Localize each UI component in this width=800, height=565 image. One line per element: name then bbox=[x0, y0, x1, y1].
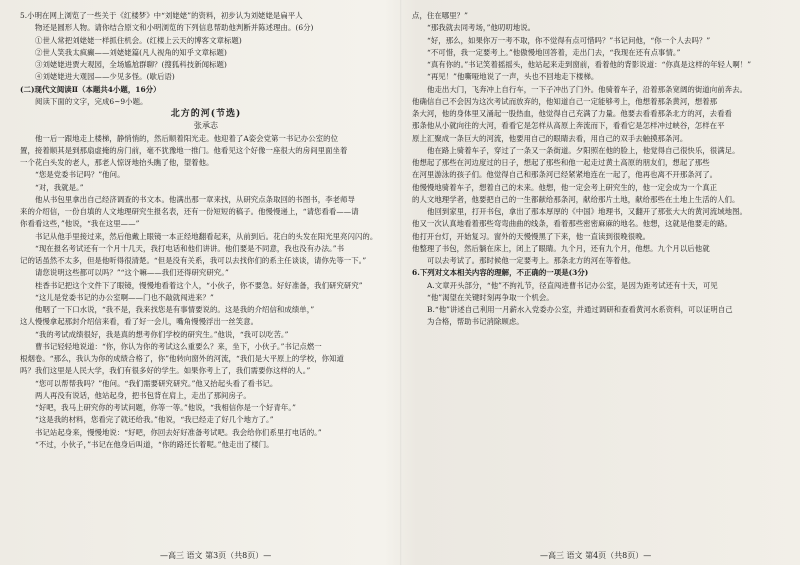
right-text-line: 条大河，他的身体里又涌起一股热血，他觉得自己充满了力量。他要去看看那条北方的河，去看看 bbox=[412, 109, 732, 118]
left-text-line: 这人慢慢拿起那封介绍信来看，看了好一会儿，嘴角慢慢浮出一丝笑意。 bbox=[20, 317, 259, 327]
left-text-line: 曹书记轻轻地说道：“你，你认为你的考试这么重要么？来，坐下，小伙子。”书记点燃一 bbox=[35, 341, 322, 351]
left-text-line: 书记从他手里接过来，然后他戴上眼镜一本正经地翻看起来，从前到后。花白的头发在阳光里亮闪闪的。 bbox=[35, 231, 378, 241]
left-text-line: ①世人常把刘姥姥一样抓住机会。(红楼上云天的博客文章标题) bbox=[35, 35, 242, 45]
right-text-line: “那我就去同考场，”他叨叨地说。 bbox=[427, 23, 536, 33]
right-text-line: A.文章开头部分，“他”不拘礼节，径直闯进曹书记办公室，是因为距考试还有十天，可见 bbox=[427, 280, 718, 290]
left-text-line: “好吧，我马上研究你的考试问题，你等一等。”他说，“我相信你是一个好青年。” bbox=[35, 403, 296, 412]
right-text-line: 那条他从小就向往的大河，看看它是怎样从高原上奔流而下，看看它是怎样冲过峡谷，怎样在平 bbox=[412, 121, 725, 131]
left-text-line: “您可以帮帮我吗？”他问。“我们需要研究研究。”他又抬起头看了看书记。 bbox=[35, 378, 278, 388]
left-text-line: ④刘姥姥进大观园——少见多怪。(歇后语) bbox=[35, 72, 175, 82]
right-text-line: “好，那么，如果你万一考不取，你不觉得有点可惜吗？”书记问他，“你一个人去吗？” bbox=[427, 35, 711, 45]
right-text-line: 他在路上骑着车子，穿过了一条又一条街道。夕阳照在他的脸上，他觉得自己很快乐，很满足。 bbox=[427, 145, 740, 155]
left-text-line: 一个花白头发的老人，那老人惊讶地抬头瞧了他，望着他。 bbox=[20, 158, 214, 167]
right-text-line: 他慢慢地骑着车子，想着自己的未来。他想，他一定会考上研究生的，他一定会成为一个真正 bbox=[412, 182, 718, 192]
left-text-line: 他一后一跟地走上楼梯，静悄悄的，然后顺着阳光走。他迎着了A姿会党第一书记办公室的位 bbox=[35, 133, 339, 143]
page-fold bbox=[400, 0, 402, 565]
page-3-footer: —高三 语文 第3页（共8页）— bbox=[160, 551, 272, 560]
right-text-line: 可以去考试了。那时候他一定要考上。那条北方的河在等着他。 bbox=[427, 256, 636, 265]
left-text-line: “现在报名考试还有一个月十几天，我打电话和他们讲讲。他们要是不同意，我也没有办法。”书 bbox=[35, 243, 345, 253]
right-text-line: “再见！”他嘶哑地说了一声，头也不回地走下楼梯。 bbox=[427, 72, 599, 82]
right-text-line: 他确信自己不会因为这次考试而放弃的，他知道自己一定能够考上，他想着那条黄河，想着那 bbox=[412, 96, 718, 106]
left-text-line: (二)现代文阅读Ⅱ（本题共4小题，16分） bbox=[20, 84, 161, 94]
right-text-line: 点，住在哪里？” bbox=[412, 11, 468, 20]
left-text-line: 你看看这些，”他说，“我在这里——” bbox=[20, 219, 140, 229]
left-text-line: 请您说明这些都可以吗？”“这个嘛——我们还得研究研究。” bbox=[35, 268, 229, 278]
right-text-line: “不可惜，我一定要考上。”他傲慢地回答着，走出门去，“我现在还有点事情。” bbox=[427, 47, 681, 57]
right-text-line: 他整理了书包，然后躺在床上，闭上了眼睛。九个月，还有九个月，他想。九个月以后他就 bbox=[412, 243, 710, 253]
left-text-line: 置，接着顺其是到那扇虚掩的房门前，毫不犹豫地一推门。他看见这个好像一座很大的房间里面坐着 bbox=[20, 145, 348, 155]
left-text-line: 根烟卷。“那么，我认为你的成绩合格了，你”他转向窗外的河流，“我们是大平原上的学校，你知道 bbox=[20, 354, 344, 363]
left-text-line: 阅读下面的文字，完成6~9小题。 bbox=[35, 96, 148, 106]
left-text-line: 他从书包里拿出自己经济调查的书文本。他满出那一章来找，从研究点条取回的书图书，李老师导 bbox=[35, 194, 355, 204]
right-text-line: 他打开台灯，开始复习。窗外的天慢慢黑了下来，他一直读到很晚很晚。 bbox=[412, 231, 651, 241]
left-text-line: 他咽了一下口水说，“我不是，我来找您是有事情要说的。这是我的介绍信和成绩单，” bbox=[35, 305, 315, 314]
right-text-line: 的人文地理学者，他要把自己的一生都献给那条河，献给那片土地，献给那些在土地上生活的人们。 bbox=[412, 194, 740, 204]
left-text-line: 桂香书记把这个文件下了眼镜，慢慢地看着这个人，“小伙子，你不要急。好好准备，我们研究研究” bbox=[35, 280, 363, 290]
left-text-line: 记的话虽然不太多，但是他听得很清楚。“但是没有关系，我可以去找你们的系主任谈谈，请你先等一下。” bbox=[20, 256, 367, 265]
left-text-line: “我的考试成绩很好，我是真的想考你们学校的研究生。”他说，“我可以吃苦。” bbox=[35, 329, 289, 339]
left-text-line: “对，我就是。” bbox=[35, 182, 84, 192]
right-text-line: 为合格，帮助书记消除顾虑。 bbox=[427, 317, 524, 327]
right-text-line: 他回到家里，打开书包，拿出了那本厚厚的《中国》地理书，又翻开了那张大大的黄河流域地图。 bbox=[427, 207, 747, 216]
left-text-line: ③刘姥姥进贾大观园，全场尴尬群聊？(搜狐科技新闻标题) bbox=[35, 60, 227, 69]
page-4-column bbox=[412, 10, 784, 543]
right-text-line: “他”渴望在关键时刻再争取一个机会。 bbox=[427, 292, 554, 302]
left-text-line: “您是党委书记吗？”他问。 bbox=[35, 170, 125, 180]
left-text-line: “这是我的材料，您看完了就还给我。”他说，“我已经走了好几个地方了。” bbox=[35, 415, 274, 425]
left-text-line: 张承志 bbox=[193, 121, 219, 131]
left-text-line: ②世人笑我太疯癫——刘姥姥篇(凡人视角的知乎文章标题) bbox=[35, 47, 227, 57]
right-text-line: 他又一次认真地看着那些弯弯曲曲的线条，看着那些密密麻麻的地名。他想，这就是他要走的路。 bbox=[412, 219, 732, 229]
left-text-line: 吗？我们这里是人民大学，我们有很多好的学生。如果你考上了，我们需要你这样的人。” bbox=[20, 366, 311, 376]
page-3-column bbox=[20, 10, 392, 543]
right-text-line: 原上汇聚成一条巨大的河流，他要用自己的眼睛去看，用自己的双手去触摸那条河。 bbox=[412, 133, 688, 143]
right-text-line: “真有你的。”书记笑着摇摇头，他站起来走到窗前，看着他的背影说道：“你真是这样的年轻人啊！” bbox=[427, 60, 752, 69]
left-text-line: 5.小明在网上浏览了一些关于《红楼梦》中“刘姥姥”的资料，初步认为刘姥姥是扁平人 bbox=[20, 11, 303, 20]
right-text-line: 6.下列对文本相关内容的理解，不正确的一项是(3分) bbox=[412, 268, 589, 278]
right-text-line: 在河里游泳的孩子们。他觉得自己和那条河已经紧紧地连在一起了，他再也离不开那条河了。 bbox=[412, 170, 718, 180]
left-text-line: 两人再没有说话，他站起身，把书包背在肩上，走出了那间房子。 bbox=[35, 390, 251, 400]
left-text-line: “不过，小伙子，”书记在他身后叫道，“你的路还长着呢。”他走出了楼门。 bbox=[35, 439, 274, 449]
page-4-footer: —高三 语文 第4页（共8页）— bbox=[540, 551, 652, 560]
right-text-line: 他想起了那些在河边度过的日子，想起了那些和他一起走过黄土高原的朋友们，想起了那些 bbox=[412, 158, 710, 167]
left-text-line: 书记站起身来，慢慢地说：“好吧，你回去好好准备考试吧。我会给你们系里打电话的。” bbox=[35, 427, 322, 437]
left-text-line: 物还是圆形人物。请你结合原文和小明浏览的下列信息帮助他判断并陈述理由。(6分) bbox=[35, 23, 314, 33]
right-text-line: B.“他”讲述自己利用一月薪水入党委办公室，并通过调研和查看黄河水系资料，可以证明自己 bbox=[427, 305, 733, 314]
left-text-line: 来的介绍信，一份自填的人文地理研究生报名表，还有一份短短的稿子。他慢慢递上，“请您看看——请 bbox=[20, 207, 359, 216]
right-text-line: 他走出大门，飞奔冲上自行车，一下子冲出了门外。他骑着车子，沿着那条宽阔的街道向前奔去。 bbox=[427, 84, 747, 94]
left-text-line: “这儿是党委书记的办公室啊——门也不敲就闯进来？” bbox=[35, 292, 214, 302]
left-text-line: 北方的河(节选) bbox=[170, 109, 242, 119]
